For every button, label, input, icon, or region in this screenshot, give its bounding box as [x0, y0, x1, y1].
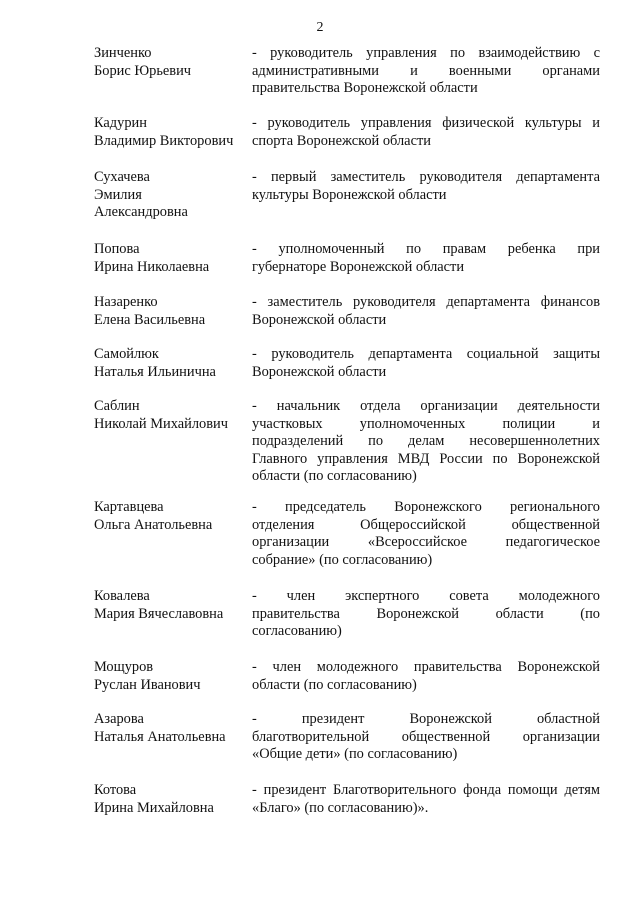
member-name-line: Мощуров — [94, 659, 154, 675]
member-name-line: Котова — [94, 782, 137, 798]
member-role-line: - член молодежного правительства Воронежской — [252, 659, 600, 675]
member-role-line: «Общие дети» (по согласованию) — [252, 746, 458, 762]
member-role-line: - заместитель руководителя департамента финансов — [252, 294, 600, 310]
member-name-line: Сухачева — [94, 169, 150, 185]
member-role-line: - первый заместитель руководителя департамента — [252, 169, 600, 185]
member-name — [94, 346, 244, 381]
member-role — [252, 588, 600, 641]
member-role-line: - руководитель департамента социальной защиты — [252, 346, 600, 362]
member-role — [252, 115, 600, 150]
member-role-line: спорта Воронежской области — [252, 132, 431, 149]
member-entry — [0, 588, 640, 659]
member-name — [94, 398, 244, 433]
member-name-line: Саблин — [94, 398, 140, 414]
member-name-line: Кадурин — [94, 115, 147, 131]
member-name-line: Зинченко — [94, 45, 152, 61]
member-name-line: Владимир Викторович — [94, 132, 234, 149]
member-name-line: Наталья Ильинична — [94, 363, 216, 380]
page-number: 2 — [316, 20, 324, 35]
member-role-line: подразделений по делам несовершеннолетних — [252, 433, 600, 449]
member-role — [252, 169, 600, 204]
member-role-line: Воронежской области — [252, 363, 387, 380]
member-role-line: - президент Благотворительного фонда помощи детям — [252, 782, 600, 798]
member-entry — [0, 294, 640, 346]
member-role-line: области (по согласованию) — [252, 468, 417, 484]
member-name-line: Ковалева — [94, 588, 150, 604]
member-role-line: Воронежской области — [252, 311, 387, 328]
member-name-line: Николай Михайлович — [94, 415, 228, 432]
member-name — [94, 45, 244, 80]
member-entry — [0, 169, 640, 241]
member-role-line: отделения Общероссийской общественной — [252, 516, 600, 533]
member-role-line: административными и военными органами — [252, 62, 600, 79]
member-name-line: Азарова — [94, 711, 144, 727]
member-role-line: культуры Воронежской области — [252, 186, 447, 203]
member-name-line: Александровна — [94, 204, 188, 220]
member-name-line: Назаренко — [94, 294, 158, 310]
member-name — [94, 169, 244, 222]
member-role-line: - руководитель управления по взаимодействию с — [252, 45, 600, 61]
member-name-line: Эмилия — [94, 186, 142, 203]
member-name — [94, 782, 244, 817]
member-role — [252, 294, 600, 329]
member-name-line: Наталья Анатольевна — [94, 728, 226, 745]
member-name-line: Попова — [94, 241, 140, 257]
member-role-line: «Благо» (по согласованию)». — [252, 799, 429, 816]
member-name — [94, 499, 244, 534]
member-role-line: правительства Воронежской области (по — [252, 605, 600, 622]
member-entry — [0, 711, 640, 782]
member-role — [252, 346, 600, 381]
member-role-line: - начальник отдела организации деятельности — [252, 398, 600, 414]
member-entry — [0, 782, 640, 822]
member-role-line: - руководитель управления физической культуры и — [252, 115, 600, 131]
member-name-line: Ольга Анатольевна — [94, 516, 213, 533]
member-role-line: Главного управления МВД России по Воронежской — [252, 450, 600, 467]
member-name — [94, 588, 244, 623]
member-name-line: Самойлюк — [94, 346, 159, 362]
member-entry — [0, 115, 640, 169]
member-entry — [0, 45, 640, 115]
member-name-line: Борис Юрьевич — [94, 62, 192, 79]
member-name-line: Картавцева — [94, 499, 164, 515]
member-name-line: Ирина Николаевна — [94, 258, 210, 275]
member-name-line: Ирина Михайловна — [94, 799, 214, 816]
member-list — [0, 45, 640, 822]
member-role-line: благотворительной общественной организации — [252, 728, 600, 745]
member-role-line: - президент Воронежской областной — [252, 711, 600, 727]
member-entry — [0, 346, 640, 398]
member-name — [94, 241, 244, 276]
member-role-line: собрание» (по согласованию) — [252, 551, 433, 568]
member-role-line: - член экспертного совета молодежного — [252, 588, 600, 604]
member-name — [94, 711, 244, 746]
member-entry — [0, 659, 640, 711]
member-role-line: организации «Всероссийское педагогическое — [252, 534, 600, 550]
member-role — [252, 45, 600, 98]
member-role — [252, 711, 600, 764]
member-role — [252, 782, 600, 817]
member-name — [94, 294, 244, 329]
member-role-line: области (по согласованию) — [252, 676, 417, 693]
member-name — [94, 659, 244, 694]
member-role-line: - уполномоченный по правам ребенка при — [252, 241, 600, 257]
member-role — [252, 659, 600, 694]
member-name — [94, 115, 244, 150]
member-role — [252, 241, 600, 276]
member-entry — [0, 241, 640, 294]
member-entry — [0, 398, 640, 499]
member-role-line: губернаторе Воронежской области — [252, 258, 465, 275]
member-role — [252, 398, 600, 486]
member-name-line: Елена Васильевна — [94, 311, 206, 328]
member-name-line: Руслан Иванович — [94, 676, 201, 693]
member-entry — [0, 499, 640, 588]
member-role-line: - председатель Воронежского регионального — [252, 499, 600, 515]
member-role-line: согласованию) — [252, 623, 342, 639]
member-name-line: Мария Вячеславовна — [94, 605, 224, 622]
member-role-line: правительства Воронежской области — [252, 80, 478, 96]
member-role — [252, 499, 600, 569]
member-role-line: участковых уполномоченных полиции и — [252, 415, 600, 432]
